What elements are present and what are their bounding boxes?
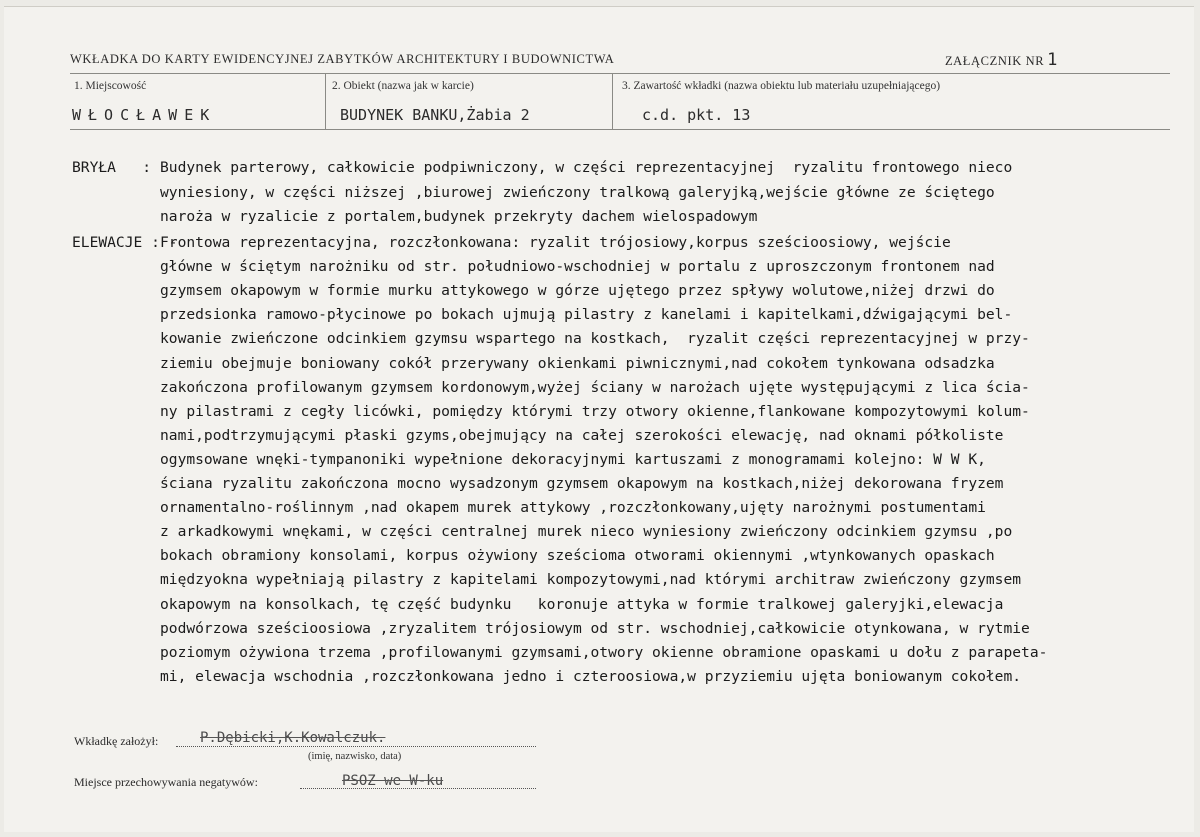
header-divider-1 <box>325 73 326 130</box>
elewacje-line: ornamentalno-roślinnym ,nad okapem murek attykowy ,rozczłonkowany,ujęty narożnymi postumentami <box>160 499 986 517</box>
elewacje-line: międzyokna wypełniają pilastry z kapitelami kompozytowymi,nad którymi architraw zwieńczony gzymsem <box>160 571 1022 589</box>
author-value: P.Dębicki,K.Kowalczuk. <box>200 730 386 746</box>
storage-label: Miejsce przechowywania negatywów: <box>74 775 258 789</box>
elewacje-line: zakończona profilowanym gzymsem kordonowym,wyżej ściany w narożach ujęte występującymi z lica ścia- <box>160 378 1030 396</box>
elewacje-line: główne w ściętym narożniku od str. południowo-wschodniej w portalu z uproszczonym frontonem nad <box>160 258 995 276</box>
elewacje-line: poziomym ożywiona trzema ,profilowanymi gzymsami,otwory okienne obramione opaskami u dołu z parapeta- <box>160 643 1048 661</box>
bryla-heading: BRYŁA : <box>72 159 152 176</box>
elewacje-line: okapowym na konsolkach, tę część budynku koronuje attyka w formie tralkowej galeryjki,elewacja <box>160 595 1004 613</box>
elewacje-line: przedsionka ramowo-płycinowe po bokach ujmują pilastry z kanelami i kapitelkami,dźwigającymi bel- <box>160 306 1013 324</box>
storage-value: PSOZ we W-ku <box>342 773 444 789</box>
elewacje-line: gzymsem okapowym w formie murku attykowego w górze ujętego przez spływy wolutowe,niżej drzwi do <box>160 282 995 300</box>
header-divider-2 <box>612 73 613 130</box>
header-content-value: c.d. pkt. 13 <box>642 106 751 124</box>
elewacje-line: ogymsowane wnęki-tympanoniki wypełnione dekoracyjnymi kartuszami z monogramami kolejno: W W K, <box>160 450 986 468</box>
elewacje-line: ściana ryzalitu zakończona mocno wysadzonym gzymsem okapowym na kostkach,niżej dekorowana fryzem <box>160 475 1004 492</box>
annex-number <box>945 50 1058 70</box>
author-dotted-line <box>176 746 536 747</box>
elewacje-line: nami,podtrzymującymi płaski gzyms,obejmujący na całej szerokości elewację, nad oknami półkoliste <box>160 426 1004 444</box>
elewacje-line: z arkadkowymi wnękami, w części centralnej murek nieco wyniesiony zwieńczony odcinkiem gzymsu ,po <box>160 523 1013 541</box>
header-object-value: BUDYNEK BANKU,Żabia 2 <box>340 106 530 124</box>
elewacje-line: kowanie zwieńczone odcinkiem gzymsu wspartego na kostkach, ryzalit części reprezentacyjnej w przy- <box>160 330 1030 348</box>
bryla-line: naroża w ryzalicie z portalem,budynek przekryty dachem wielospadowym <box>160 208 758 225</box>
annex-label: ZAŁĄCZNIK NR <box>944 54 1045 68</box>
header-top-rule <box>70 73 1170 74</box>
author-note: (imię, nazwisko, data) <box>308 751 402 762</box>
elewacje-line: ziemiu obejmuje boniowany cokół przerywany okienkami piwnicznymi,nad cokołem tynkowana odsadzka <box>160 354 995 372</box>
elewacje-line: Frontowa reprezentacyjna, rozczłonkowana: ryzalit trójosiowy,korpus sześcioosiowy, wejście <box>160 234 951 251</box>
header-place-value: WŁOCŁAWEK <box>72 106 217 124</box>
bryla-line: Budynek parterowy, całkowicie podpiwniczony, w części reprezentacyjnej ryzalitu frontowego nieco <box>160 159 1013 176</box>
header-place-label: 1. Miejscowość <box>74 80 147 92</box>
elewacje-line: mi, elewacja wschodnia ,rozczłonkowana jedno i czteroosiowa,w przyziemiu ujęta boniowanym cokołem. <box>160 667 1022 685</box>
elewacje-line: bokach obramiony konsolami, korpus ożywiony sześcioma otworami okiennymi ,wtynkowanych opaskach <box>160 547 995 565</box>
header-bottom-rule <box>70 129 1170 130</box>
header-object-label: 2. Obiekt (nazwa jak w karcie) <box>332 80 474 92</box>
elewacje-line: ny pilastrami z cegły licówki, pomiędzy którymi trzy otwory okienne,flankowane kompozytowymi kolum- <box>160 402 1030 420</box>
bryla-line: wyniesiony, w części niższej ,biurowej zwieńczony tralkową galeryjką,wejście główne ze ściętego <box>160 183 995 201</box>
header-content-label: 3. Zawartość wkładki (nazwa obiektu lub materiału uzupełniającego) <box>622 80 941 92</box>
form-title: WKŁADKA DO KARTY EWIDENCYJNEJ ZABYTKÓW ARCHITEKTURY I BUDOWNICTWA <box>70 52 615 66</box>
elewacje-line: podwórzowa sześcioosiowa ,zryzalitem trójosiowym od str. wschodniej,całkowicie otynkowana, w rytmie <box>160 619 1030 637</box>
elewacje-heading: ELEWACJE : - <box>72 234 178 251</box>
author-label: Wkładkę założył: <box>74 734 159 748</box>
annex-value: 1 <box>1047 50 1058 70</box>
